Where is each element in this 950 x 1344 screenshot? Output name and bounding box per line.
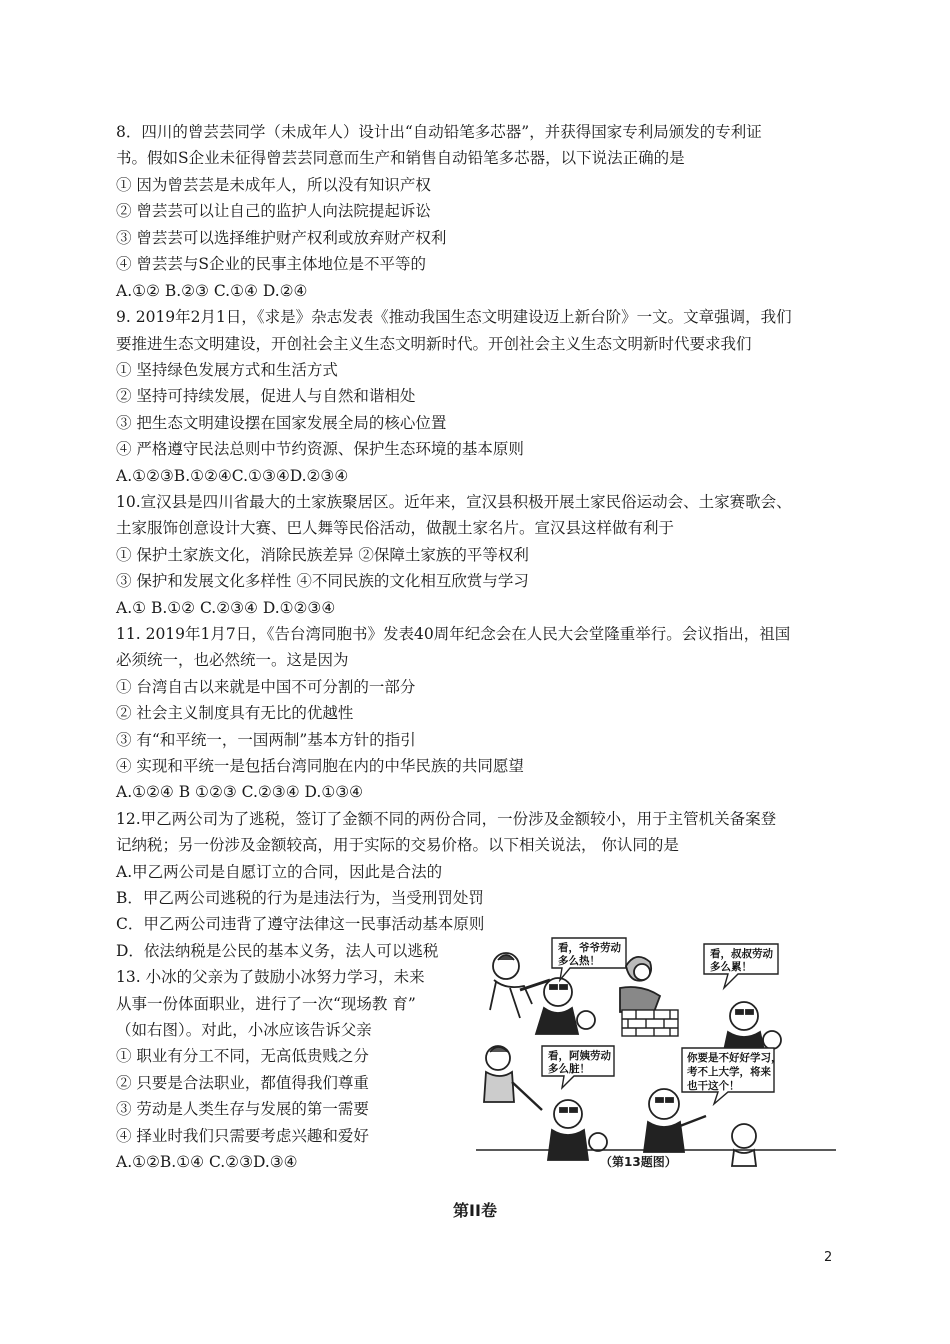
q13-stem-line1: 13. 小冰的父亲为了鼓励小冰努力学习，未来 bbox=[116, 968, 425, 986]
q10-options-1-2: ① 保护土家族文化，消除民族差异 ②保障土家族的平等权利 bbox=[116, 546, 529, 564]
q11-option-3: ③ 有“和平统一，一国两制”基本方针的指引 bbox=[116, 731, 416, 749]
bubble-aunt-line1: 看，阿姨劳动 bbox=[548, 1050, 611, 1062]
brick-wall bbox=[622, 1010, 678, 1036]
q12-option-b: B．甲乙两公司逃税的行为是违法行为，当受刑罚处罚 bbox=[116, 889, 484, 907]
q12-stem-line1: 12.甲乙两公司为了逃税，签订了金额不同的两份合同，一份涉及金额较小，用于主管机关备案登 bbox=[116, 810, 777, 828]
q9-option-4: ④ 严格遵守民法总则中节约资源、保护生态环境的基本原则 bbox=[116, 440, 524, 458]
bubble-grandpa-line2: 多么热！ bbox=[558, 955, 600, 967]
bubble-aunt bbox=[542, 1046, 614, 1088]
q8-stem-line1: 8．四川的曾芸芸同学（未成年人）设计出“自动铅笔多芯器”，并获得国家专利局颁发的专利证 bbox=[116, 123, 762, 141]
bubble-father-line3: 也干这个！ bbox=[687, 1080, 740, 1092]
panel-father-child-3 bbox=[548, 1100, 607, 1160]
q10-answers: A.① B.①② C.②③④ D.①②③④ bbox=[116, 599, 336, 617]
q8-option-2: ② 曾芸芸可以让自己的监护人向法院提起诉讼 bbox=[116, 202, 431, 220]
q10-options-3-4: ③ 保护和发展文化多样性 ④不同民族的文化相互欣赏与学习 bbox=[116, 572, 529, 590]
q13-stem-line2: 从事一份体面职业，进行了一次“现场教 育” bbox=[116, 995, 416, 1013]
q8-option-3: ③ 曾芸芸可以选择维护财产权利或放弃财产权利 bbox=[116, 229, 447, 247]
q12-option-a: A.甲乙两公司是自愿订立的合同，因此是合法的 bbox=[116, 863, 443, 881]
q13-stem-line3: （如右图）。对此，小冰应该告诉父亲 bbox=[116, 1021, 372, 1039]
q12-stem-line2: 记纳税；另一份涉及金额较高，用于实际的交易价格。以下相关说法， 你认同的是 bbox=[116, 836, 679, 854]
q13-answers: A.①②B.①④ C.②③D.③④ bbox=[116, 1153, 298, 1171]
q11-option-1: ① 台湾自古以来就是中国不可分割的一部分 bbox=[116, 678, 416, 696]
bubble-aunt-line2: 多么脏！ bbox=[548, 1063, 590, 1075]
panel-aunt-figure bbox=[484, 1046, 542, 1110]
q11-stem-line1: 11. 2019年1月7日，《告台湾同胞书》发表40周年纪念会在人民大会堂隆重举行。会议指出，祖国 bbox=[116, 625, 791, 643]
panel-grandpa-figure bbox=[490, 953, 550, 1018]
q11-stem-line2: 必须统一，也必然统一。这是因为 bbox=[116, 651, 349, 669]
q10-stem-line1: 10.宣汉县是四川省最大的土家族聚居区。近年来，宣汉县积极开展土家民俗运动会、土家赛歌会、 bbox=[116, 493, 792, 511]
bubble-father-line2: 考不上大学，将来 bbox=[687, 1066, 771, 1078]
q13-comic-illustration bbox=[476, 936, 836, 1176]
bubble-father-line1: 你要是不好好学习， bbox=[687, 1052, 782, 1064]
page-number: 2 bbox=[824, 1250, 833, 1265]
q8-stem-line2: 书。假如S企业未征得曾芸芸同意而生产和销售自动铅笔多芯器，以下说法正确的是 bbox=[116, 149, 685, 167]
bubble-father bbox=[682, 1048, 782, 1104]
q9-answers: A.①②③B.①②④C.①③④D.②③④ bbox=[116, 467, 349, 485]
q13-option-3: ③ 劳动是人类生存与发展的第一需要 bbox=[116, 1100, 369, 1118]
q11-answers: A.①②④ B ①②③ C.②③④ D.①③④ bbox=[116, 783, 364, 801]
q12-option-d: D．依法纳税是公民的基本义务，法人可以逃税 bbox=[116, 942, 439, 960]
q10-stem-line2: 土家服饰创意设计大赛、巴人舞等民俗活动，做靓土家名片。宣汉县这样做有利于 bbox=[116, 519, 675, 537]
q8-option-4: ④ 曾芸芸与S企业的民事主体地位是不平等的 bbox=[116, 255, 427, 273]
q9-stem-line2: 要推进生态文明建设，开创社会主义生态文明新时代。开创社会主义生态文明新时代要求我们 bbox=[116, 335, 752, 353]
bubble-uncle-line2: 多么累！ bbox=[710, 961, 752, 973]
q8-option-1: ① 因为曾芸芸是未成年人，所以没有知识产权 bbox=[116, 176, 431, 194]
bubble-uncle-line1: 看，叔叔劳动 bbox=[710, 948, 773, 960]
q13-option-2: ② 只要是合法职业，都值得我们尊重 bbox=[116, 1074, 369, 1092]
q13-option-1: ① 职业有分工不同，无高低贵贱之分 bbox=[116, 1047, 369, 1065]
q8-answers: A.①② B.②③ C.①④ D.②④ bbox=[116, 282, 308, 300]
q13-figure-caption: （第13题图） bbox=[600, 1155, 677, 1169]
panel-father-child-1 bbox=[536, 978, 595, 1034]
q13-option-4: ④ 择业时我们只需要考虑兴趣和爱好 bbox=[116, 1127, 369, 1145]
q9-stem-line1: 9. 2019年2月1日，《求是》杂志发表《推动我国生态文明建设迈上新台阶》一文。文章强调，我们 bbox=[116, 308, 792, 326]
bubble-grandpa bbox=[552, 938, 626, 980]
q12-option-c: C．甲乙两公司违背了遵守法律这一民事活动基本原则 bbox=[116, 915, 485, 933]
bubble-grandpa-line1: 看，爷爷劳动 bbox=[558, 942, 621, 954]
q9-option-1: ① 坚持绿色发展方式和生活方式 bbox=[116, 361, 338, 379]
panel-uncle-figure bbox=[620, 957, 660, 1012]
q9-option-3: ③ 把生态文明建设摆在国家发展全局的核心位置 bbox=[116, 414, 447, 432]
q9-option-2: ② 坚持可持续发展，促进人与自然和谐相处 bbox=[116, 387, 416, 405]
q11-option-2: ② 社会主义制度具有无比的优越性 bbox=[116, 704, 354, 722]
section-title: 第II卷 bbox=[453, 1201, 497, 1220]
q11-option-4: ④ 实现和平统一是包括台湾同胞在内的中华民族的共同愿望 bbox=[116, 757, 524, 775]
bubble-uncle bbox=[704, 944, 778, 988]
